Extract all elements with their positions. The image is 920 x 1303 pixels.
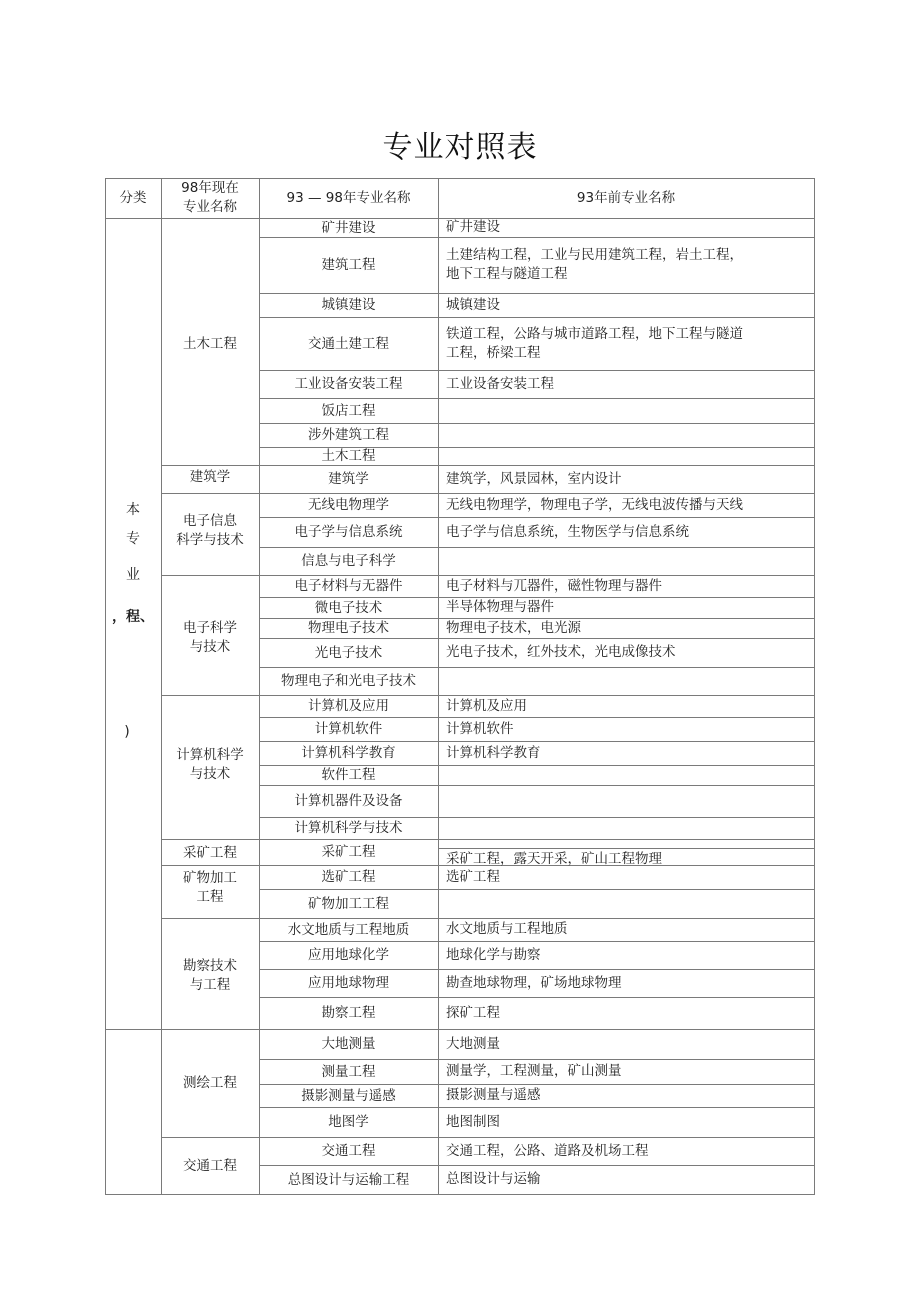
major-pre93-cell: 城镇建设 [446, 296, 500, 313]
row-divider [259, 941, 815, 942]
major-9398-cell: 计算机科学与技术 [294, 820, 403, 836]
major-pre93-cell: 光电子技术，红外技术，光电成像技术 [446, 644, 676, 660]
group-name-kancha-line2: 与工程 [189, 977, 231, 993]
row-divider [259, 1137, 815, 1138]
group-name-kancha-line1: 勘察技术 [183, 958, 237, 974]
major-9398-cell: 计算机器件及设备 [294, 793, 403, 809]
major-9398-cell: 物理电子技术 [308, 620, 389, 636]
major-9398-cell: 饭店工程 [321, 402, 376, 419]
row-divider [259, 493, 815, 494]
major-9398-cell: 计算机科学教育 [301, 745, 396, 761]
row-divider [259, 293, 815, 294]
major-pre93-cell: 建筑学，风景园林，室内设计 [446, 470, 622, 487]
row-divider [259, 370, 815, 371]
row-divider [259, 1029, 815, 1030]
major-pre93-cell: 矿井建设 [446, 219, 500, 235]
major-9398-cell: 交通工程 [321, 1143, 376, 1159]
major-9398-cell: 光电子技术 [314, 644, 383, 661]
major-9398-cell: 摄影测量与遥感 [301, 1087, 396, 1104]
row-divider [259, 1059, 815, 1060]
major-pre93-cell: 物理电子技术，电光源 [446, 619, 581, 636]
major-9398-cell: 矿井建设 [321, 219, 376, 236]
row-divider [259, 997, 815, 998]
major-9398-cell: 建筑学 [328, 471, 369, 487]
category-label-char: 专 [126, 531, 140, 547]
group-name-jiaotong: 交通工程 [183, 1157, 237, 1174]
major-pre93-cell: 选矿工程 [446, 868, 500, 885]
category-label-paren: ) [124, 724, 130, 740]
category-label-char: 本 [126, 502, 140, 518]
row-divider [259, 741, 815, 742]
category-label-mark: ，程、 [112, 609, 154, 625]
major-pre93-cell: 测量学，工程测量，矿山测量 [446, 1063, 622, 1079]
row-divider [259, 889, 815, 890]
major-9398-cell: 建筑工程 [321, 257, 376, 273]
major-9398-cell: 计算机软件 [314, 721, 383, 737]
major-pre93-cell: 工程，桥梁工程 [446, 344, 541, 361]
major-pre93-cell: 大地测量 [446, 1035, 500, 1052]
table-left-border [105, 178, 106, 1194]
page-title: 专业对照表 [382, 130, 538, 165]
row-divider [259, 1084, 815, 1085]
major-9398-cell: 土木工程 [321, 448, 376, 464]
group-name-jisuanji-line2: 与技术 [189, 766, 231, 782]
major-pre93-cell: 地图制图 [446, 1113, 500, 1130]
header-current-name-line2: 专业名称 [183, 199, 237, 215]
major-9398-cell: 信息与电子科学 [301, 553, 396, 569]
major-9398-cell: 交通土建工程 [308, 335, 389, 352]
row-divider [259, 398, 815, 399]
major-pre93-cell: 土建结构工程，工业与民用建筑工程，岩土工程， [446, 247, 743, 263]
major-pre93-cell: 无线电物理学，物理电子学，无线电波传播与天线 [446, 496, 743, 513]
group-name-cehui: 测绘工程 [183, 1074, 237, 1091]
major-9398-cell: 应用地球物理 [308, 975, 389, 991]
row-divider [259, 785, 815, 786]
major-9398-cell: 矿物加工工程 [308, 895, 389, 912]
row-divider [259, 423, 815, 424]
major-9398-cell: 勘察工程 [321, 1005, 376, 1021]
header-pre93-name: 93年前专业名称 [576, 190, 676, 206]
major-pre93-cell: 铁道工程，公路与城市道路工程，地下工程与隧道 [446, 325, 743, 342]
row-divider [259, 465, 815, 466]
row-divider [259, 717, 815, 718]
row-divider [259, 918, 815, 919]
row-divider [259, 839, 815, 840]
group-name-jianzhu: 建筑学 [189, 468, 231, 485]
group-name-kuangwu-line2: 工程 [196, 889, 224, 905]
major-pre93-cell: 计算机及应用 [446, 697, 527, 714]
major-9398-cell: 微电子技术 [314, 599, 383, 616]
row-divider [438, 848, 815, 849]
row-divider [259, 817, 815, 818]
row-divider [259, 969, 815, 970]
major-9398-cell: 无线电物理学 [308, 497, 389, 513]
major-9398-cell: 水文地质与工程地质 [287, 921, 410, 938]
major-9398-cell: 应用地球化学 [308, 947, 389, 963]
row-divider [259, 1107, 815, 1108]
major-pre93-cell: 探矿工程 [446, 1004, 500, 1021]
major-9398-cell: 电子学与信息系统 [294, 524, 403, 540]
group-name-dianzixinxi-line1: 电子信息 [183, 513, 237, 529]
major-pre93-cell: 摄影测量与遥感 [446, 1087, 541, 1103]
major-9398-cell: 软件工程 [321, 767, 376, 783]
major-pre93-cell: 工业设备安装工程 [446, 375, 554, 392]
major-pre93-cell: 计算机软件 [446, 720, 514, 737]
major-pre93-cell: 电子学与信息系统，生物医学与信息系统 [446, 523, 689, 540]
table-right-border [814, 178, 815, 1194]
column-divider [438, 178, 439, 1194]
group-name-kuangwu-line1: 矿物加工 [183, 870, 237, 886]
major-pre93-cell: 计算机科学教育 [446, 744, 541, 761]
major-pre93-cell: 电子材料与兀器件，磁性物理与器件 [446, 577, 662, 594]
major-9398-cell: 物理电子和光电子技术 [281, 673, 416, 689]
row-divider [259, 237, 815, 238]
major-pre93-cell: 半导体物理与器件 [446, 599, 554, 615]
row-divider [259, 667, 815, 668]
table-bottom-border [105, 1194, 815, 1195]
major-9398-cell: 选矿工程 [321, 869, 376, 885]
category-divider [105, 1029, 162, 1030]
major-9398-cell: 大地测量 [321, 1036, 376, 1052]
major-pre93-cell: 采矿工程，露天开采，矿山工程物理 [446, 851, 662, 867]
group-name-tumu: 土木工程 [183, 335, 237, 352]
major-pre93-cell: 勘查地球物理，矿场地球物理 [446, 974, 622, 991]
header-9398-name: 93 — 98年专业名称 [286, 190, 411, 206]
major-9398-cell: 测量工程 [321, 1063, 376, 1080]
column-divider [161, 178, 162, 1194]
header-current-name-line1: 98年现在 [181, 180, 239, 196]
major-9398-cell: 工业设备安装工程 [294, 376, 403, 392]
category-label-char: 业 [126, 567, 140, 583]
group-name-jisuanji-line1: 计算机科学 [176, 747, 244, 763]
group-name-caikuang: 采矿工程 [183, 844, 237, 861]
major-9398-cell: 计算机及应用 [308, 698, 389, 714]
major-9398-cell: 采矿工程 [321, 844, 376, 860]
group-name-dianzixinxi-line2: 科学与技术 [176, 532, 244, 548]
major-9398-cell: 涉外建筑工程 [308, 427, 389, 443]
header-category: 分类 [119, 190, 147, 206]
major-9398-cell: 城镇建设 [321, 297, 376, 313]
group-name-dianzikexue-line2: 与技术 [189, 639, 231, 655]
row-divider [259, 517, 815, 518]
major-pre93-cell: 交通工程，公路、道路及机场工程 [446, 1142, 649, 1159]
major-pre93-cell: 地下工程与隧道工程 [446, 266, 568, 282]
row-divider [259, 638, 815, 639]
major-pre93-cell: 地球化学与勘察 [446, 946, 541, 963]
row-divider [259, 1165, 815, 1166]
row-divider [259, 547, 815, 548]
major-9398-cell: 地图学 [328, 1114, 369, 1130]
major-9398-cell: 电子材料与无器件 [294, 578, 403, 594]
major-9398-cell: 总图设计与运输工程 [287, 1171, 410, 1188]
group-name-dianzikexue-line1: 电子科学 [183, 620, 237, 636]
major-pre93-cell: 总图设计与运输 [446, 1171, 541, 1187]
major-pre93-cell: 水文地质与工程地质 [446, 921, 568, 937]
row-divider [259, 317, 815, 318]
